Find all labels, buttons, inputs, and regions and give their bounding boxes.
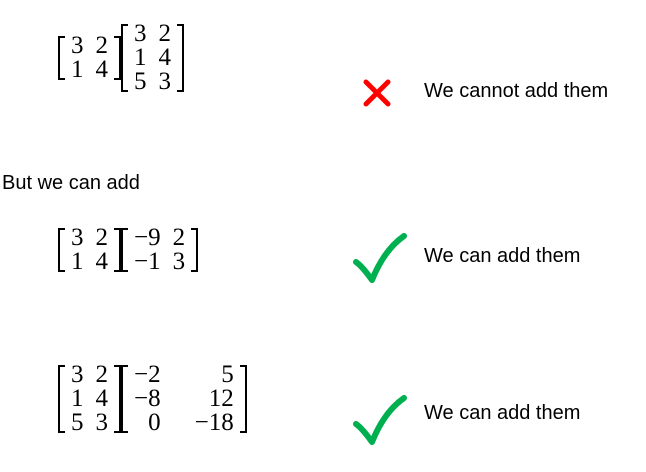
matrix-cell: 3 [71,32,84,59]
matrix-cell: 3 [95,409,108,436]
matrix-cell: 3 [134,20,147,47]
matrix-cell: −9 [134,224,161,251]
matrix-cell: 2 [95,32,108,59]
matrix-cell: 2 [172,224,186,251]
matrix-cell: 3 [172,248,186,275]
matrix-cell: −2 [134,361,161,388]
matrix-cell: −18 [194,409,234,436]
matrix-cell: 5 [71,409,84,436]
matrix-cell: 1 [71,56,84,83]
matrix-cell: 2 [95,361,108,388]
matrix-cell: 5 [134,68,147,95]
transition-text: But we can add [2,172,140,194]
matrix-b-2x2 [121,226,198,274]
matrix-cell: 3 [158,68,171,95]
matrix-a-3x2 [58,363,121,435]
example-3-expression [58,363,247,435]
matrix-cell: 5 [221,361,234,388]
matrix-cell: 4 [95,385,108,412]
matrix-cell: 0 [148,409,161,436]
matrix-cell: 12 [208,385,234,412]
matrix-a-2x2 [58,226,121,274]
matrix-cell: 1 [71,385,84,412]
example-2-expression [58,226,198,274]
matrix-b-3x2 [121,22,184,94]
cross-icon [362,78,392,108]
matrix-cell: 3 [71,224,84,251]
example-3-caption: We can add them [424,402,581,424]
matrix-cell: 3 [71,361,84,388]
matrix-cell: 1 [134,44,147,71]
matrix-cell: 4 [95,248,108,275]
matrix-cell: 2 [158,20,171,47]
matrix-b-3x2 [121,363,247,435]
matrix-cell: 4 [95,56,108,83]
matrix-a-2x2 [58,34,121,82]
matrix-cell: −8 [134,385,161,412]
check-icon [352,394,408,446]
example-2-caption: We can add them [424,245,581,267]
matrix-cell: 1 [71,248,84,275]
check-icon [352,232,408,284]
matrix-cell: 2 [95,224,108,251]
example-1-expression [58,22,184,94]
matrix-cell: −1 [134,248,161,275]
example-1-caption: We cannot add them [424,80,609,102]
matrix-cell: 4 [158,44,171,71]
